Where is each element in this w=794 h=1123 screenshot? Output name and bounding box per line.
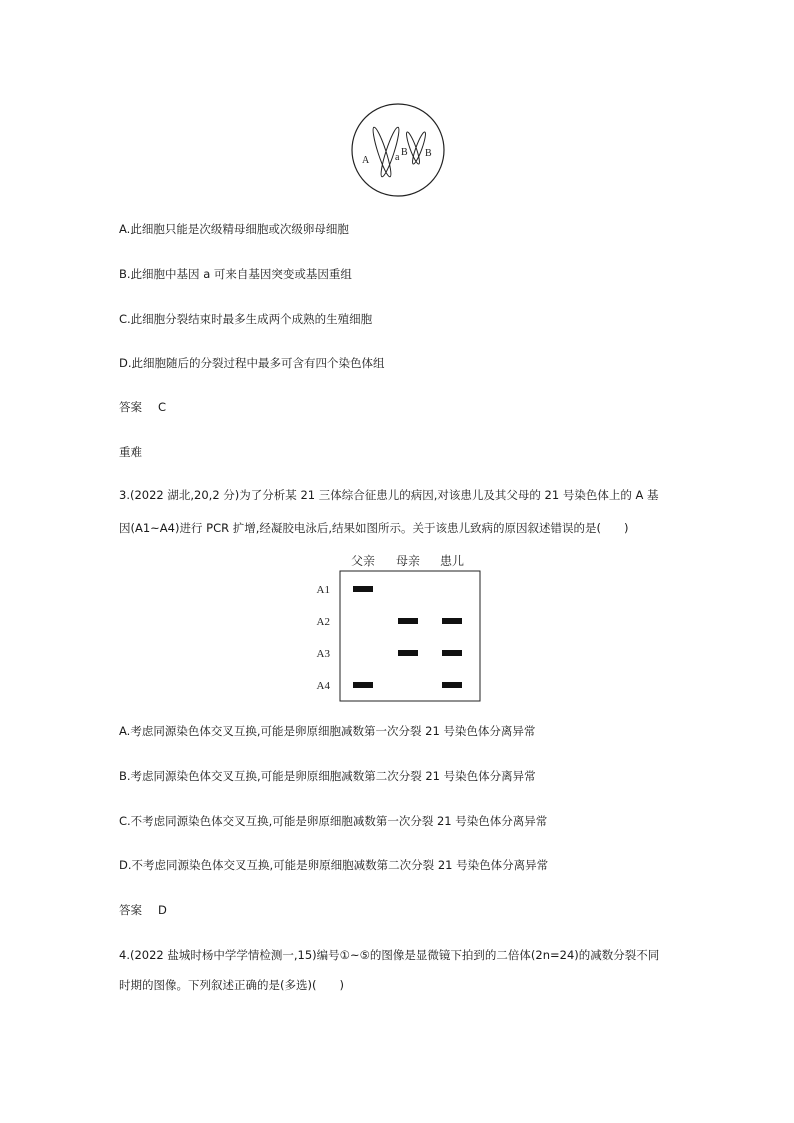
q3-option-a: A.考虑同源染色体交叉互换,可能是卵原细胞减数第一次分裂 21 号染色体分离异常	[119, 724, 536, 738]
gel-row-label: A1	[316, 584, 330, 596]
gel-band	[398, 650, 418, 656]
q2-answer	[119, 399, 166, 415]
gel-column-label: 父亲	[350, 554, 376, 568]
q3-answer-value: D	[158, 903, 167, 917]
q3-option-c: C.不考虑同源染色体交叉互换,可能是卵原细胞减数第一次分裂 21 号染色体分离异常	[119, 814, 548, 828]
q2-option-b: B.此细胞中基因 a 可来自基因突变或基因重组	[119, 267, 352, 281]
q2-difficulty: 重难	[119, 445, 142, 459]
q3-answer-label: 答案	[119, 903, 142, 917]
q4-stem-line2: 时期的图像。下列叙述正确的是(多选)( )	[119, 978, 344, 992]
q2-answer-value: C	[158, 400, 167, 414]
q3-stem-line1: 3.(2022 湖北,20,2 分)为了分析某 21 三体综合征患儿的病因,对该患儿及其父母的 21 号染色体上的 A 基	[119, 488, 659, 502]
q3-answer	[119, 902, 167, 918]
gene-label-A: A	[362, 155, 370, 166]
gel-row-label: A3	[316, 648, 330, 660]
gel-column-label: 患儿	[439, 554, 465, 568]
gel-band	[442, 650, 462, 656]
gel-electrophoresis-figure	[306, 551, 486, 703]
q3-stem-line2: 因(A1~A4)进行 PCR 扩增,经凝胶电泳后,结果如图所示。关于该患儿致病的原因叙述错误的是( )	[119, 521, 629, 535]
cell-division-figure	[350, 102, 446, 198]
gel-band	[353, 586, 373, 592]
q3-option-d: D.不考虑同源染色体交叉互换,可能是卵原细胞减数第二次分裂 21 号染色体分离异常	[119, 858, 549, 872]
gel-row-label: A4	[316, 680, 330, 692]
q2-option-d: D.此细胞随后的分裂过程中最多可含有四个染色体组	[119, 356, 385, 370]
gel-band	[353, 682, 373, 688]
gel-row-label: A2	[316, 616, 330, 628]
q4-stem-line1: 4.(2022 盐城时杨中学学情检测一,15)编号①~⑤的图像是显微镜下拍到的二倍体(2n=24)的减数分裂不同	[119, 948, 660, 962]
gene-label-B-right: B	[425, 148, 432, 159]
gel-column-label: 母亲	[395, 554, 421, 568]
gel-band	[398, 618, 418, 624]
q2-option-a: A.此细胞只能是次级精母细胞或次级卵母细胞	[119, 222, 349, 236]
gene-label-B-left: B	[401, 147, 408, 158]
q2-answer-label: 答案	[119, 400, 142, 414]
gel-band	[442, 618, 462, 624]
gel-band	[442, 682, 462, 688]
q2-option-c: C.此细胞分裂结束时最多生成两个成熟的生殖细胞	[119, 312, 373, 326]
q3-option-b: B.考虑同源染色体交叉互换,可能是卵原细胞减数第二次分裂 21 号染色体分离异常	[119, 769, 536, 783]
gene-label-a: a	[395, 152, 400, 163]
